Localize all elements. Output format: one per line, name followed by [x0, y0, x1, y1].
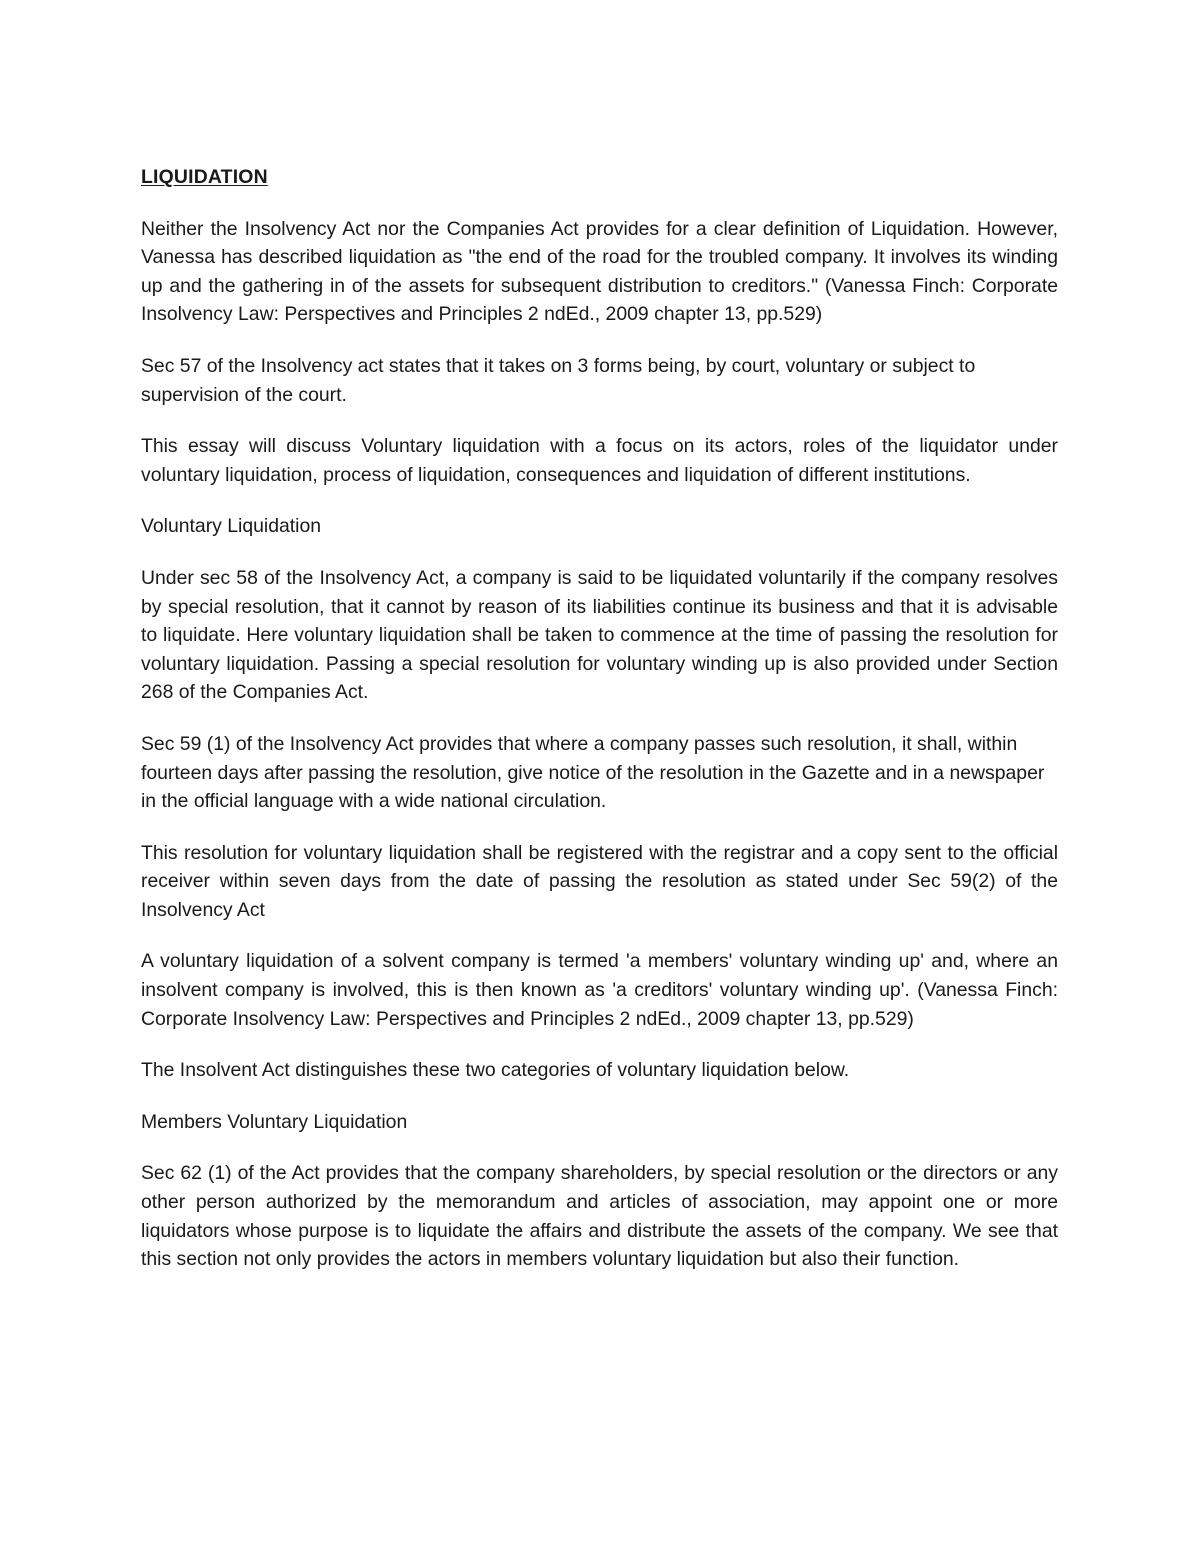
document-title: LIQUIDATION	[141, 166, 268, 188]
paragraph-definition: Neither the Insolvency Act nor the Companies Act provides for a clear definition of Liquidation. However, Vanessa has described liquidation as "the end of the road for the troubled company. It involves its winding up and the gathering in of the assets for subsequent distribution to creditors." (Vanessa Finch: Corporate Insolvency Law: Perspectives and Principles 2 ndEd., 2009 chapter 13, pp.529)	[141, 217, 1058, 326]
paragraph-sec-58: Under sec 58 of the Insolvency Act, a company is said to be liquidated voluntarily if the company resolves by special resolution, that it cannot by reason of its liabilities continue its business and that it is advisable to liquidate. Here voluntary liquidation shall be taken to commence at the time of passing the resolution for voluntary liquidation. Passing a special resolution for voluntary winding up is also provided under Section 268 of the Companies Act.	[141, 566, 1058, 704]
paragraph-members-creditors: A voluntary liquidation of a solvent company is termed 'a members' voluntary winding up' and, where an insolvent company is involved, this is then known as 'a creditors' voluntary winding up'. (Vanessa Finch: Corporate Insolvency Law: Perspectives and Principles 2 ndEd., 2009 chapter 13, pp.529)	[141, 950, 1058, 1030]
paragraph-essay-scope: This essay will discuss Voluntary liquidation with a focus on its actors, roles of the liquidator under voluntary liquidation, process of liquidation, consequences and liquidation of different institutions.	[141, 435, 1058, 486]
paragraph-categories: The Insolvent Act distinguishes these two categories of voluntary liquidation below.	[141, 1059, 850, 1082]
paragraph-sec-62: Sec 62 (1) of the Act provides that the company shareholders, by special resolution or the directors or any other person authorized by the memorandum and articles of association, may appoint one or more liquidators whose purpose is to liquidate the affairs and distribute the assets of the company. We see that this section not only provides the actors in members voluntary liquidation but also their function.	[141, 1162, 1058, 1271]
section-heading-voluntary-liquidation: Voluntary Liquidation	[141, 515, 322, 538]
paragraph-sec-59-2: This resolution for voluntary liquidation shall be registered with the registrar and a copy sent to the official receiver within seven days from the date of passing the resolution as stated under Sec 59(2) of the Insolvency Act	[141, 841, 1058, 921]
paragraph-sec-57: Sec 57 of the Insolvency act states that it takes on 3 forms being, by court, voluntary or subject to supervision of the court.	[141, 354, 976, 406]
section-heading-members-voluntary-liquidation: Members Voluntary Liquidation	[141, 1110, 408, 1133]
paragraph-sec-59-1: Sec 59 (1) of the Insolvency Act provides that where a company passes such resolution, it shall, within fourteen days after passing the resolution, give notice of the resolution in the Gazette and in a newspaper in the official language with a wide national circulation.	[141, 732, 1045, 813]
document-body	[141, 163, 1058, 1297]
